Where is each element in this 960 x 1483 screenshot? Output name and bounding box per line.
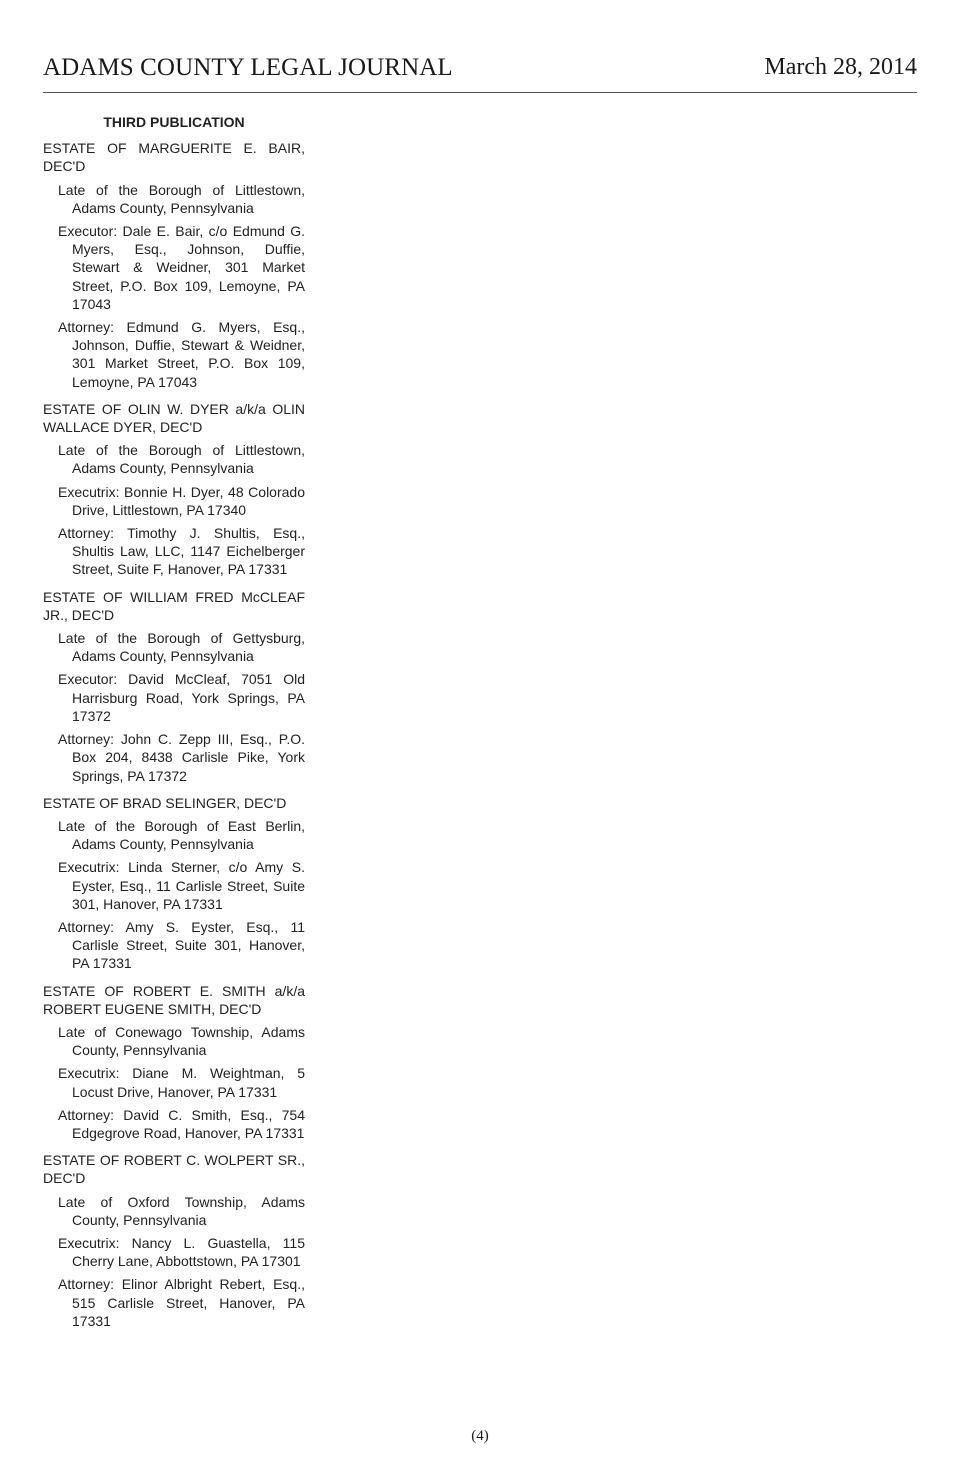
representative-line: Executrix: Bonnie H. Dyer, 48 Colorado Drive, Littlestown, PA 17340 [58,483,305,518]
late-of-line: Late of the Borough of Littlestown, Adams County, Pennsylvania [58,181,305,216]
page-header [43,54,917,93]
estate-notice [43,588,305,785]
estate-notice [43,794,305,973]
estate-name: ESTATE OF BRAD SELINGER, DEC'D [43,794,287,811]
late-of-line: Late of the Borough of Littlestown, Adams County, Pennsylvania [58,442,305,477]
attorney-line: Attorney: Amy S. Eyster, Esq., 11 Carlisle Street, Suite 301, Hanover, PA 17331 [58,918,305,972]
representative-line: Executor: David McCleaf, 7051 Old Harrisburg Road, York Springs, PA 17372 [58,671,305,724]
estate-notice [43,982,305,1143]
late-of-line: Late of the Borough of East Berlin, Adams County, Pennsylvania [58,817,305,853]
estate-name: ESTATE OF OLIN W. DYER a/k/a OLIN WALLACE DYER, DEC'D [43,400,305,436]
section-heading: THIRD PUBLICATION [103,114,245,130]
late-of-line: Late of the Borough of Gettysburg, Adams County, Pennsylvania [58,630,305,665]
estate-name: ESTATE OF MARGUERITE E. BAIR, DEC'D [43,140,305,175]
notice-column [43,113,305,1339]
attorney-line: Attorney: Timothy J. Shultis, Esq., Shultis Law, LLC, 1147 Eichelberger Street, Suite F, Hanover, PA 17331 [58,525,305,578]
attorney-line: Attorney: John C. Zepp III, Esq., P.O. Box 204, 8438 Carlisle Pike, York Springs, PA 17372 [58,731,305,784]
late-of-line: Late of Oxford Township, Adams County, Pennsylvania [58,1193,305,1228]
late-of-line: Late of Conewago Township, Adams County, Pennsylvania [58,1023,305,1059]
representative-line: Executrix: Linda Sterner, c/o Amy S. Eyster, Esq., 11 Carlisle Street, Suite 301, Hanover, PA 17331 [58,859,305,912]
attorney-line: Attorney: Edmund G. Myers, Esq., Johnson, Duffie, Stewart & Weidner, 301 Market Street, P.O. Box 109, Lemoyne, PA 17043 [58,319,305,390]
estate-name: ESTATE OF ROBERT E. SMITH a/k/a ROBERT EUGENE SMITH, DEC'D [43,982,305,1017]
estate-name: ESTATE OF WILLIAM FRED McCLEAF JR., DEC'D [43,588,305,623]
representative-line: Executor: Dale E. Bair, c/o Edmund G. Myers, Esq., Johnson, Duffie, Stewart & Weidner, 301 Market Street, P.O. Box 109, Lemoyne, PA 17043 [58,223,305,312]
journal-title: ADAMS COUNTY LEGAL JOURNAL [43,54,453,81]
page-number: (4) [471,1428,489,1444]
issue-date: March 28, 2014 [764,54,917,80]
attorney-line: Attorney: David C. Smith, Esq., 754 Edgegrove Road, Hanover, PA 17331 [58,1106,305,1141]
attorney-line: Attorney: Elinor Albright Rebert, Esq., 515 Carlisle Street, Hanover, PA 17331 [58,1276,305,1329]
estate-notice [43,1151,305,1330]
estate-name: ESTATE OF ROBERT C. WOLPERT SR., DEC'D [43,1152,305,1187]
estate-notice [43,139,305,391]
estate-notice [43,400,305,579]
representative-line: Executrix: Nancy L. Guastella, 115 Cherry Lane, Abbottstown, PA 17301 [58,1234,305,1270]
representative-line: Executrix: Diane M. Weightman, 5 Locust Drive, Hanover, PA 17331 [58,1065,305,1100]
